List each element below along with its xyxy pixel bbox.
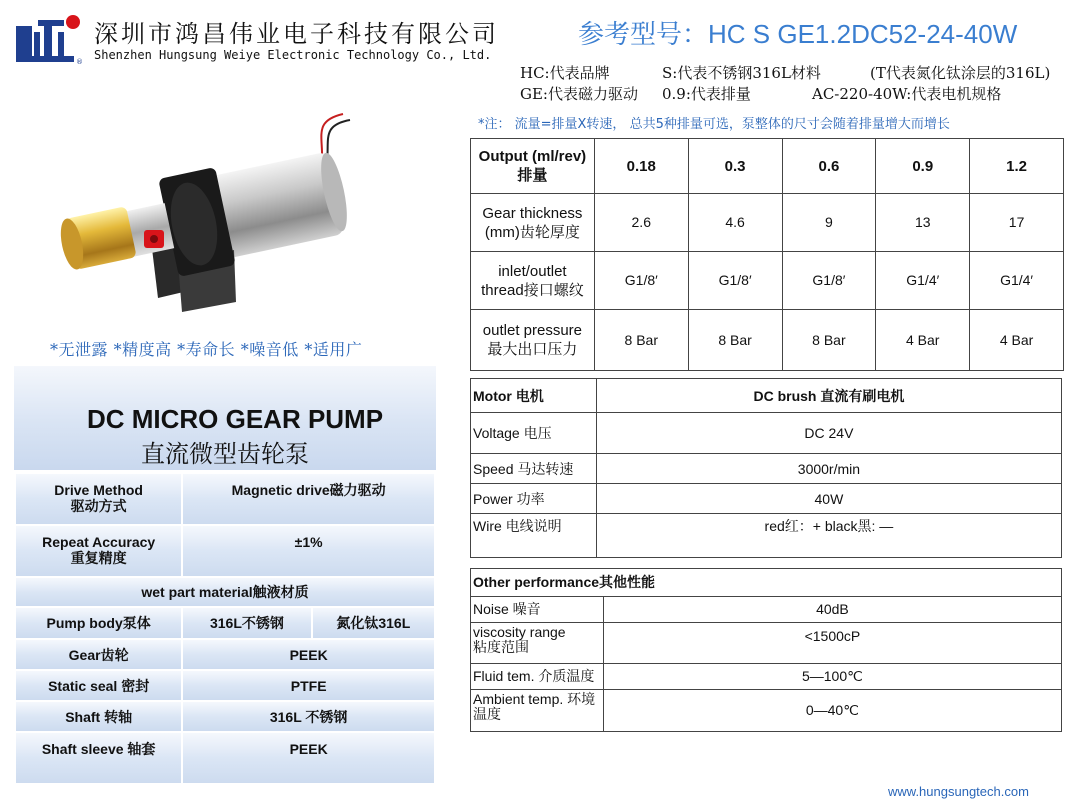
legend-item: 0.9:代表排量 [662, 85, 751, 103]
table-cell: 5—100℃ [603, 664, 1061, 690]
table-row [471, 664, 1062, 690]
row-label: Voltage 电压 [471, 413, 597, 454]
table-cell: 8 Bar [594, 310, 688, 371]
table-cell: 4 Bar [876, 310, 970, 371]
table-cell: 8 Bar [782, 310, 876, 371]
table-row [471, 379, 1062, 413]
table-row [471, 194, 1064, 252]
table-row [15, 701, 435, 732]
product-spec-panel [14, 366, 436, 778]
spec-value: 氮化钛316L [312, 607, 435, 639]
table-cell: 40dB [603, 597, 1061, 623]
other-performance-table [470, 568, 1062, 732]
header-label-en: Output (ml/rev) [478, 148, 587, 165]
table-cell: 4 Bar [970, 310, 1064, 371]
row-label-en: inlet/outlet [498, 262, 567, 280]
row-label: Noise 噪音 [471, 597, 604, 623]
motor-header-value: DC brush 直流有刷电机 [596, 379, 1061, 413]
motor-header-label: Motor 电机 [471, 379, 597, 413]
website-link[interactable]: www.hungsungtech.com [888, 784, 1029, 799]
spec-value: PEEK [182, 732, 435, 784]
table-cell: G1/8′ [594, 252, 688, 310]
row-label: viscosity range 粘度范围 [471, 623, 604, 664]
company-logo [14, 12, 84, 66]
spec-value: ±1% [182, 525, 435, 577]
company-name-cn: 深圳市鸿昌伟业电子科技有限公司 [94, 20, 499, 48]
spec-label: Static seal 密封 [15, 670, 182, 701]
motor-spec-table [470, 378, 1062, 558]
row-label: Speed 马达转速 [471, 454, 597, 484]
column-header: 0.3 [688, 139, 782, 194]
table-cell: G1/8′ [688, 252, 782, 310]
spec-label-en: Drive Method [54, 482, 143, 498]
table-row [15, 639, 435, 670]
row-label-en: outlet pressure [482, 322, 583, 339]
other-header: Other performance其他性能 [471, 569, 1062, 597]
legend-item: HC:代表品牌 [520, 64, 610, 82]
table-row [471, 690, 1062, 732]
product-title-cn: 直流微型齿轮泵 [141, 440, 309, 468]
row-label-en: Gear thickness [482, 204, 583, 222]
column-header: 0.18 [594, 139, 688, 194]
row-label-cn: 最大出口压力 [487, 340, 578, 358]
row-label-prefix: (mm) [484, 223, 520, 241]
header-label-cn: 排量 [517, 166, 548, 184]
column-header: 0.6 [782, 139, 876, 194]
row-label-cn: 接口螺纹 [523, 280, 584, 299]
spec-label [15, 473, 182, 525]
spec-label-cn: 驱动方式 [70, 498, 127, 514]
legend-line-2 [520, 83, 1001, 104]
spec-value: PEEK [182, 639, 435, 670]
table-row [471, 454, 1062, 484]
model-reference [578, 14, 1017, 51]
product-title-en: DC MICRO GEAR PUMP [86, 404, 384, 434]
spec-label [15, 525, 182, 577]
micro-gear-pump-photo [58, 112, 368, 312]
model-label: 参考型号： [578, 20, 709, 50]
table-row [471, 484, 1062, 514]
spec-value: PTFE [182, 670, 435, 701]
row-label: Wire 电线说明 [471, 514, 597, 558]
table-cell: 40W [596, 484, 1061, 514]
output-spec-table [470, 138, 1064, 371]
table-cell: <1500cP [603, 623, 1061, 664]
table-row [15, 525, 435, 577]
spec-section-header: wet part material触液材质 [15, 577, 435, 607]
table-row [471, 623, 1062, 664]
legend-item: S:代表不锈钢316L材料 [662, 64, 821, 82]
feature-highlights: *无泄露 *精度高 *寿命长 *噪音低 *适用广 [50, 340, 363, 359]
table-cell: G1/4′ [970, 252, 1064, 310]
row-label: Ambient temp. 环境 温度 [471, 690, 604, 732]
product-title-box [14, 366, 436, 470]
table-row [15, 670, 435, 701]
table-cell: 8 Bar [688, 310, 782, 371]
row-label-prefix: thread [481, 281, 524, 299]
table-row [15, 577, 435, 607]
table-cell: 13 [876, 194, 970, 252]
row-label-cn: 齿轮厚度 [519, 222, 580, 241]
table-cell: G1/4′ [876, 252, 970, 310]
spec-value: Magnetic drive磁力驱动 [182, 473, 435, 525]
table-cell: 4.6 [688, 194, 782, 252]
table-cell: 9 [782, 194, 876, 252]
displacement-note: *注： 流量=排量X转速， 总共5种排量可选，泵整体的尺寸会随着排量增大而增长 [478, 117, 950, 132]
spec-label: Shaft 转轴 [15, 701, 182, 732]
spec-value: 316L 不锈钢 [182, 701, 435, 732]
spec-label-en: Repeat Accuracy [42, 534, 156, 550]
legend-item: (T代表氮化钛涂层的316L) [870, 64, 1051, 82]
spec-label-cn: 重复精度 [70, 550, 127, 566]
model-value: HC S GE1.2DC52-24-40W [708, 19, 1018, 49]
table-row [471, 252, 1064, 310]
table-cell: DC 24V [596, 413, 1061, 454]
row-label [471, 310, 595, 371]
spec-label: Pump body泵体 [15, 607, 182, 639]
table-cell: 17 [970, 194, 1064, 252]
table-row [471, 139, 1064, 194]
table-row [471, 597, 1062, 623]
table-row [15, 607, 435, 639]
legend-item: AC-220-40W:代表电机规格 [812, 85, 1002, 103]
svg-text:®: ® [76, 58, 83, 66]
table-row [471, 514, 1062, 558]
table-cell: 2.6 [594, 194, 688, 252]
row-label [471, 252, 595, 310]
spec-label: Shaft sleeve 轴套 [15, 732, 182, 784]
table-row [471, 569, 1062, 597]
company-name-en: Shenzhen Hungsung Weiye Electronic Technology Co., Ltd. [94, 48, 492, 62]
spec-value: 316L不锈钢 [182, 607, 311, 639]
row-label [471, 194, 595, 252]
table-row [15, 473, 435, 525]
table-cell: G1/8′ [782, 252, 876, 310]
legend-line-1 [520, 62, 1050, 83]
output-header-label [471, 139, 595, 194]
spec-label: Gear齿轮 [15, 639, 182, 670]
table-cell: red红：+ black黑: — [596, 514, 1061, 558]
row-label: Power 功率 [471, 484, 597, 514]
table-row [471, 413, 1062, 454]
table-cell: 0—40℃ [603, 690, 1061, 732]
table-row [471, 310, 1064, 371]
column-header: 1.2 [970, 139, 1064, 194]
table-cell: 3000r/min [596, 454, 1061, 484]
row-label: Fluid tem. 介质温度 [471, 664, 604, 690]
legend-item: GE:代表磁力驱动 [520, 85, 638, 103]
column-header: 0.9 [876, 139, 970, 194]
table-row [15, 732, 435, 784]
material-spec-table [14, 472, 436, 785]
